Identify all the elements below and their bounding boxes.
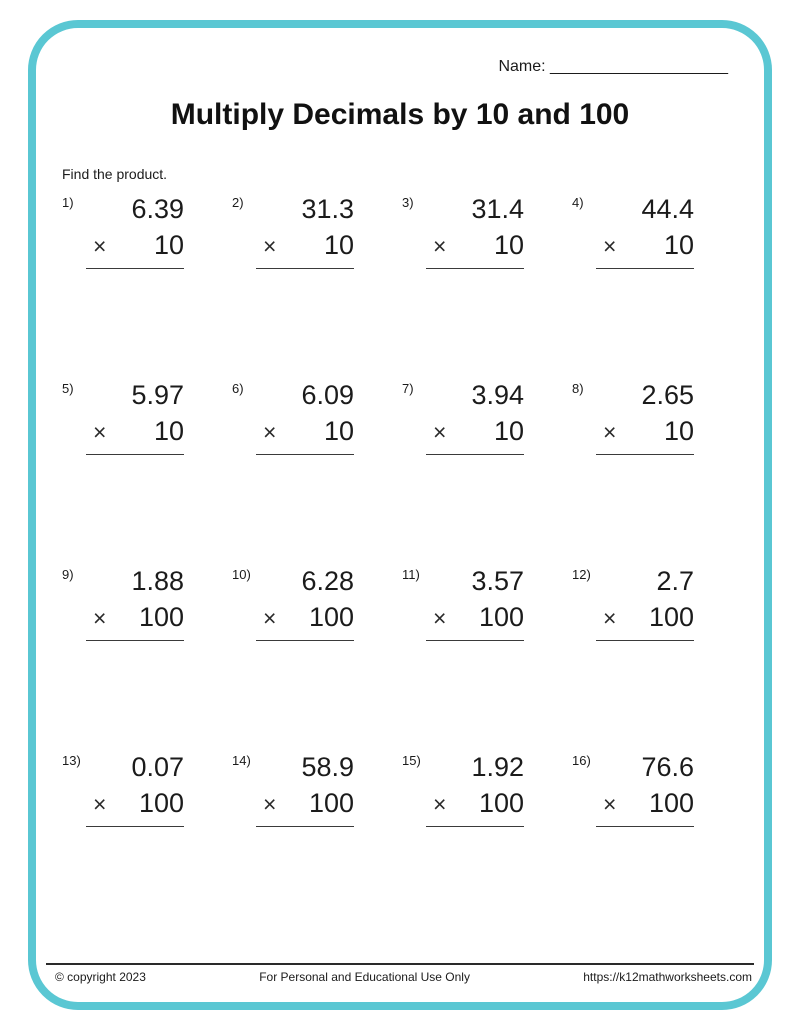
answer-line	[86, 454, 184, 455]
answer-line	[426, 268, 524, 269]
multiplicand: 31.4	[471, 194, 524, 224]
answer-line	[256, 454, 354, 455]
problem-2	[232, 193, 402, 273]
multiply-sign-icon: ×	[263, 419, 277, 445]
multiply-sign-icon: ×	[263, 605, 277, 631]
multiplicand: 6.39	[131, 194, 184, 224]
multiply-sign-icon: ×	[433, 233, 447, 259]
page-title: Multiply Decimals by 10 and 100	[170, 98, 630, 131]
answer-line	[86, 268, 184, 269]
multiplier: 10	[663, 230, 694, 260]
multiplier: 10	[493, 416, 524, 446]
multiplicand: 58.9	[301, 752, 354, 782]
multiplier: 100	[308, 602, 354, 632]
multiply-sign-icon: ×	[603, 605, 617, 631]
multiplier-row	[426, 597, 524, 638]
problems-grid	[62, 193, 742, 831]
multiply-sign-icon: ×	[93, 233, 107, 259]
multiplier: 10	[153, 230, 184, 260]
multiplier-row	[86, 783, 184, 824]
problem-body	[596, 565, 694, 641]
copyright-text: © copyright 2023	[55, 970, 146, 984]
multiplicand: 2.7	[656, 566, 694, 596]
problem-3	[402, 193, 572, 273]
multiplier-row	[256, 411, 354, 452]
problem-5	[62, 379, 232, 459]
problem-number: 6)	[232, 381, 244, 396]
problem-14	[232, 751, 402, 831]
multiply-sign-icon: ×	[263, 791, 277, 817]
multiplier-row	[256, 783, 354, 824]
problem-number: 10)	[232, 567, 251, 582]
footer	[46, 970, 754, 984]
answer-line	[426, 640, 524, 641]
problem-body	[426, 751, 524, 827]
problem-body	[426, 565, 524, 641]
multiply-sign-icon: ×	[263, 233, 277, 259]
multiplier: 10	[323, 416, 354, 446]
problem-13	[62, 751, 232, 831]
multiplicand: 76.6	[641, 752, 694, 782]
problem-number: 14)	[232, 753, 251, 768]
answer-line	[596, 454, 694, 455]
answer-line	[426, 454, 524, 455]
name-blank-line: ____________________	[550, 58, 728, 75]
multiply-sign-icon: ×	[93, 791, 107, 817]
problem-12	[572, 565, 742, 645]
problem-6	[232, 379, 402, 459]
problem-number: 9)	[62, 567, 74, 582]
footer-divider	[46, 963, 754, 965]
multiplier-row	[596, 225, 694, 266]
multiplier: 100	[648, 788, 694, 818]
multiplicand: 5.97	[131, 380, 184, 410]
multiplicand: 1.88	[131, 566, 184, 596]
multiply-sign-icon: ×	[93, 419, 107, 445]
answer-line	[86, 640, 184, 641]
problem-number: 2)	[232, 195, 244, 210]
problem-number: 7)	[402, 381, 414, 396]
multiply-sign-icon: ×	[603, 791, 617, 817]
problem-9	[62, 565, 232, 645]
multiplier: 100	[308, 788, 354, 818]
problem-body	[596, 193, 694, 269]
multiplier-row	[426, 783, 524, 824]
multiply-sign-icon: ×	[433, 605, 447, 631]
multiplicand: 3.94	[471, 380, 524, 410]
problem-number: 13)	[62, 753, 81, 768]
answer-line	[596, 268, 694, 269]
multiply-sign-icon: ×	[433, 419, 447, 445]
problem-15	[402, 751, 572, 831]
multiplicand: 2.65	[641, 380, 694, 410]
problem-body	[86, 379, 184, 455]
instruction-text: Find the product.	[62, 166, 168, 182]
multiplicand: 6.28	[301, 566, 354, 596]
worksheet-frame	[28, 20, 772, 1010]
multiplier-row	[596, 597, 694, 638]
problem-number: 16)	[572, 753, 591, 768]
multiplier-row	[256, 597, 354, 638]
problem-body	[86, 751, 184, 827]
answer-line	[426, 826, 524, 827]
multiplier-row	[426, 225, 524, 266]
problem-body	[86, 193, 184, 269]
multiplier-row	[86, 597, 184, 638]
problem-body	[596, 751, 694, 827]
multiplicand: 31.3	[301, 194, 354, 224]
problem-16	[572, 751, 742, 831]
problem-number: 11)	[402, 567, 420, 582]
multiplier: 100	[478, 788, 524, 818]
usage-text: For Personal and Educational Use Only	[259, 970, 470, 984]
multiplier: 10	[323, 230, 354, 260]
multiply-sign-icon: ×	[603, 233, 617, 259]
answer-line	[596, 640, 694, 641]
multiplier: 10	[153, 416, 184, 446]
multiplicand: 1.92	[471, 752, 524, 782]
answer-line	[256, 826, 354, 827]
multiplicand: 0.07	[131, 752, 184, 782]
problem-body	[256, 751, 354, 827]
multiplier: 100	[138, 602, 184, 632]
multiplicand: 3.57	[471, 566, 524, 596]
multiplier: 10	[663, 416, 694, 446]
multiplier-row	[256, 225, 354, 266]
multiplier-row	[86, 411, 184, 452]
problem-number: 8)	[572, 381, 584, 396]
answer-line	[256, 268, 354, 269]
multiply-sign-icon: ×	[433, 791, 447, 817]
website-url: https://k12mathworksheets.com	[583, 970, 752, 984]
problem-1	[62, 193, 232, 273]
name-row	[498, 58, 728, 76]
problem-10	[232, 565, 402, 645]
problem-number: 1)	[62, 195, 74, 210]
problem-8	[572, 379, 742, 459]
multiplier: 100	[478, 602, 524, 632]
name-label: Name:	[498, 58, 546, 75]
problem-number: 3)	[402, 195, 414, 210]
multiplier: 100	[648, 602, 694, 632]
answer-line	[596, 826, 694, 827]
multiply-sign-icon: ×	[93, 605, 107, 631]
multiplier-row	[596, 783, 694, 824]
problem-body	[256, 565, 354, 641]
problem-4	[572, 193, 742, 273]
problem-number: 5)	[62, 381, 74, 396]
multiplicand: 44.4	[641, 194, 694, 224]
multiplier: 10	[493, 230, 524, 260]
problem-number: 4)	[572, 195, 584, 210]
answer-line	[256, 640, 354, 641]
problem-body	[596, 379, 694, 455]
problem-11	[402, 565, 572, 645]
problem-body	[426, 193, 524, 269]
multiplier-row	[86, 225, 184, 266]
answer-line	[86, 826, 184, 827]
problem-body	[256, 379, 354, 455]
problem-7	[402, 379, 572, 459]
problem-number: 15)	[402, 753, 421, 768]
multiplier-row	[596, 411, 694, 452]
problem-body	[86, 565, 184, 641]
multiply-sign-icon: ×	[603, 419, 617, 445]
multiplier: 100	[138, 788, 184, 818]
multiplicand: 6.09	[301, 380, 354, 410]
multiplier-row	[426, 411, 524, 452]
problem-body	[426, 379, 524, 455]
problem-body	[256, 193, 354, 269]
problem-number: 12)	[572, 567, 591, 582]
